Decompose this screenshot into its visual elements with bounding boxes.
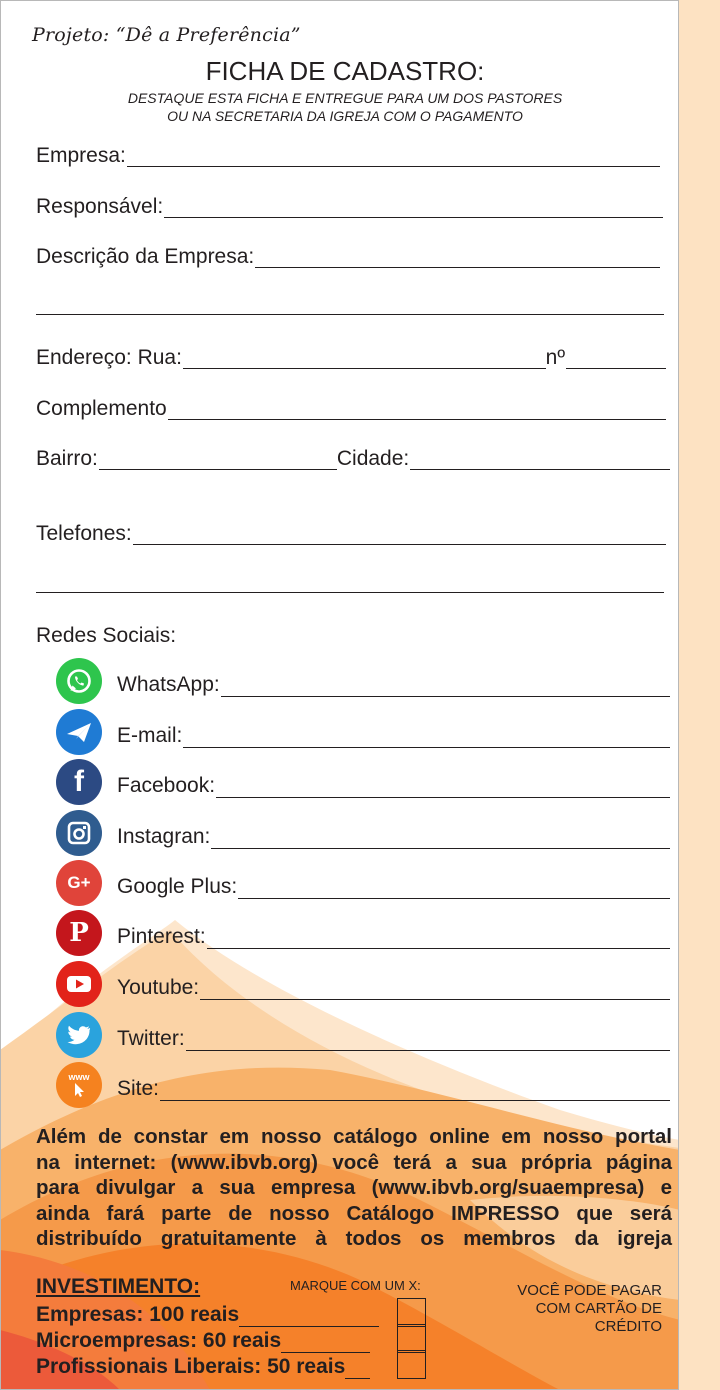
empresa-field[interactable] xyxy=(36,141,660,167)
complemento-input-line[interactable] xyxy=(168,400,666,420)
responsavel-label: Responsável: xyxy=(36,195,164,218)
responsavel-field[interactable] xyxy=(36,192,663,218)
social-row-facebook[interactable] xyxy=(56,759,670,805)
promo-line-4: ainda fará parte de nosso Catálogo IMPRESSO que será xyxy=(36,1201,672,1225)
numero-input-line[interactable] xyxy=(566,349,666,369)
bairro-cidade-field[interactable] xyxy=(36,444,670,470)
descricao-extra-line[interactable] xyxy=(36,314,664,315)
site-label: Site: xyxy=(117,1077,160,1100)
redes-sociais-heading xyxy=(36,621,176,647)
instructions-line-1: DESTAQUE ESTA FICHA E ENTREGUE PARA UM DOS PASTORES xyxy=(127,90,563,106)
social-row-google-plus[interactable] xyxy=(56,860,670,906)
payment-note-line-2: COM CARTÃO DE xyxy=(535,1300,662,1317)
instagram-label: Instagran: xyxy=(117,825,211,848)
checkbox-profissionais[interactable] xyxy=(397,1350,426,1379)
social-row-pinterest[interactable] xyxy=(56,910,670,956)
promo-line-1: Além de constar em nosso catálogo online em nosso portal xyxy=(36,1125,672,1148)
site-input-line[interactable] xyxy=(160,1081,670,1101)
email-icon xyxy=(56,709,102,755)
google-plus-label: Google Plus: xyxy=(117,875,238,898)
endereco-label: Endereço: Rua: xyxy=(36,346,182,369)
whatsapp-input-line[interactable] xyxy=(221,677,670,697)
numero-label: nº xyxy=(545,346,565,369)
instagram-input-line[interactable] xyxy=(211,829,670,849)
plan-label-empresas: Empresas: 100 reais xyxy=(36,1303,240,1326)
social-row-youtube[interactable] xyxy=(56,961,670,1007)
facebook-icon: f xyxy=(56,759,102,805)
twitter-icon xyxy=(56,1012,102,1058)
promo-line-2: na internet: (www.ibvb.org) você terá a sua própria página xyxy=(36,1150,672,1174)
email-input-line[interactable] xyxy=(183,728,670,748)
social-row-whatsapp[interactable] xyxy=(56,658,670,704)
investment-title: INVESTIMENTO: xyxy=(36,1275,201,1298)
telefones-extra-line[interactable] xyxy=(36,592,664,593)
redes-sociais-label: Redes Sociais: xyxy=(36,624,177,647)
plan-row-profissionais xyxy=(36,1354,370,1379)
whatsapp-label: WhatsApp: xyxy=(117,673,220,696)
facebook-input-line[interactable] xyxy=(216,778,670,798)
project-name: Projeto: “Dê a Preferência” xyxy=(32,24,301,46)
instagram-icon xyxy=(56,810,102,856)
site-icon xyxy=(56,1062,102,1108)
site-icon-label: www xyxy=(68,1071,90,1082)
social-row-twitter[interactable] xyxy=(56,1012,670,1058)
instructions-line-2: OU NA SECRETARIA DA IGREJA COM O PAGAMENTO xyxy=(167,108,523,124)
google-plus-input-line[interactable] xyxy=(238,879,670,899)
plan-label-microempresas: Microempresas: 60 reais xyxy=(36,1329,282,1352)
plan-row-empresas xyxy=(36,1302,379,1327)
youtube-icon xyxy=(56,961,102,1007)
telefones-field[interactable] xyxy=(36,519,666,545)
twitter-input-line[interactable] xyxy=(186,1031,670,1051)
promo-line-5: distribuído gratuitamente à todos os membros da igreja xyxy=(36,1227,672,1250)
cidade-label: Cidade: xyxy=(336,447,410,470)
bairro-input-line[interactable] xyxy=(99,450,337,470)
cidade-input-line[interactable] xyxy=(410,450,670,470)
complemento-label: Complemento xyxy=(36,397,167,420)
descricao-input-line[interactable] xyxy=(255,248,660,268)
facebook-label: Facebook: xyxy=(117,774,216,797)
checkbox-empresas[interactable] xyxy=(397,1298,426,1327)
endereco-field[interactable] xyxy=(36,343,666,369)
descricao-field[interactable] xyxy=(36,242,660,268)
telefones-input-line[interactable] xyxy=(133,525,666,545)
social-row-instagram[interactable] xyxy=(56,810,670,856)
bairro-label: Bairro: xyxy=(36,447,98,470)
social-row-site[interactable] xyxy=(56,1062,670,1108)
plan-line-empresas xyxy=(239,1307,379,1327)
checkbox-microempresas[interactable] xyxy=(397,1324,426,1353)
descricao-label: Descrição da Empresa: xyxy=(36,245,255,268)
twitter-label: Twitter: xyxy=(117,1027,185,1050)
pinterest-label: Pinterest: xyxy=(117,925,206,948)
plan-line-microempresas xyxy=(281,1333,370,1353)
rua-input-line[interactable] xyxy=(183,349,546,369)
telefones-label: Telefones: xyxy=(36,522,132,545)
email-label: E-mail: xyxy=(117,724,183,747)
youtube-label: Youtube: xyxy=(117,976,200,999)
youtube-input-line[interactable] xyxy=(200,980,670,1000)
social-row-email[interactable] xyxy=(56,709,670,755)
google-plus-icon: G+ xyxy=(56,860,102,906)
promo-line-3: para divulgar a sua empresa (www.ibvb.org/suaempresa) e xyxy=(36,1176,672,1199)
plan-row-microempresas xyxy=(36,1328,370,1353)
plan-label-profissionais: Profissionais Liberais: 50 reais xyxy=(36,1355,346,1378)
payment-note xyxy=(470,1282,662,1336)
form-title: FICHA DE CADASTRO: xyxy=(205,56,485,86)
empresa-input-line[interactable] xyxy=(127,147,660,167)
payment-note-line-1: VOCÊ PODE PAGAR xyxy=(517,1282,662,1299)
pinterest-icon: P xyxy=(56,910,102,956)
whatsapp-icon xyxy=(56,658,102,704)
responsavel-input-line[interactable] xyxy=(164,198,663,218)
promo-paragraph xyxy=(36,1124,672,1252)
empresa-label: Empresa: xyxy=(36,144,126,167)
payment-note-line-3: CRÉDITO xyxy=(594,1318,662,1335)
mark-instruction: MARQUE COM UM X: xyxy=(290,1278,421,1293)
complemento-field[interactable] xyxy=(36,394,666,420)
pinterest-input-line[interactable] xyxy=(207,929,670,949)
plan-line-profissionais xyxy=(345,1359,370,1379)
